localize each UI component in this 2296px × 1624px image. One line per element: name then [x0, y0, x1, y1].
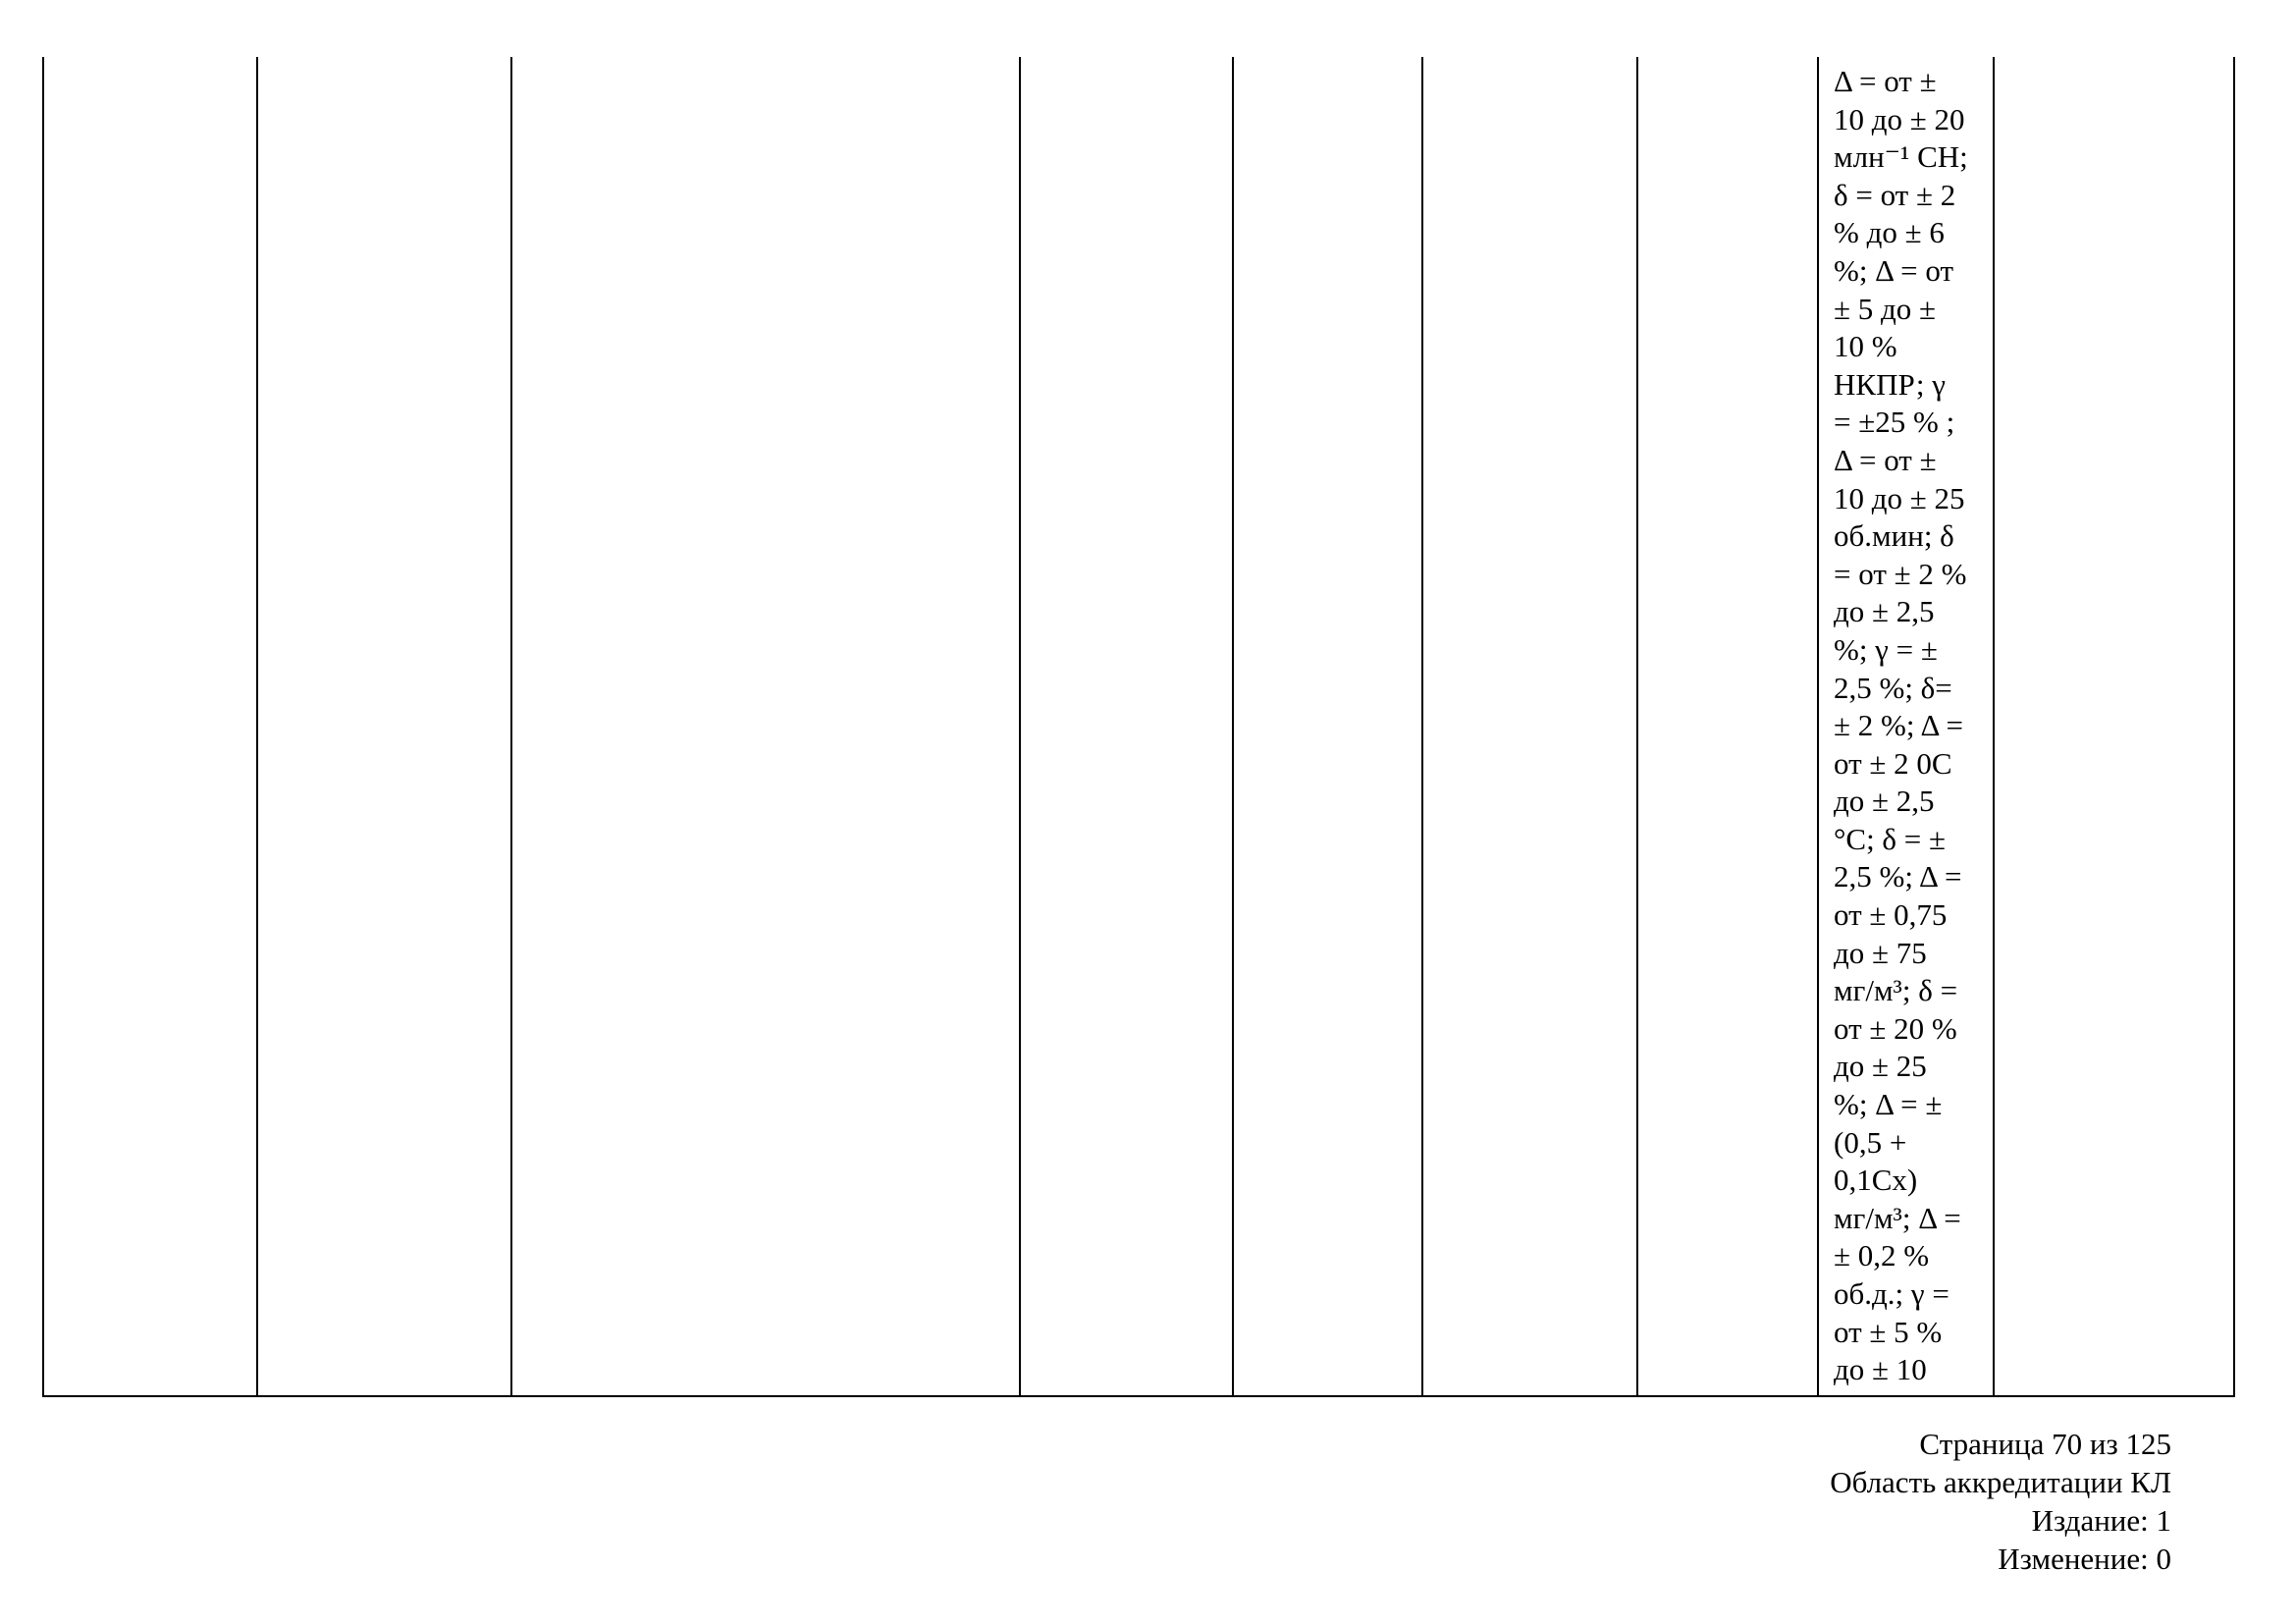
table-cell-accuracy — [1818, 57, 1994, 1396]
accuracy-text: Δ = от ± 10 до ± 20 млн⁻¹ СН; δ = от ± 2 % до ± 6 %; Δ = от ± 5 до ± 10 % НКПР; γ = ±25 % ; Δ = от ± 10 до ± 25 об.мин; δ = от ± 2 % до ± 2,5 %; γ = ± 2,5 %; δ= ± 2 %; Δ = от ± 2 0С до ± 2,5 °С; δ = ± 2,5 %; Δ = от ± 0,75 до ± 75 мг/м³; δ = от ± 20 % до ± 25 %; Δ = ± (0,5 + 0,1Сх) мг/м³; Δ = ± 0,2 % об.д.; γ = от ± 5 % до ± 10 — [1834, 64, 1968, 1387]
table-cell-col-9 — [1994, 57, 2234, 1396]
accreditation-table — [42, 57, 2235, 1397]
page-footer — [1830, 1425, 2171, 1578]
page-number: Страница 70 из 125 — [1919, 1427, 2171, 1461]
table-row — [43, 57, 2234, 1396]
table-cell-col-3 — [511, 57, 1020, 1396]
table-cell-col-5 — [1233, 57, 1422, 1396]
edition-label: Издание: 1 — [2031, 1503, 2171, 1538]
table-cell-col-4 — [1020, 57, 1233, 1396]
table-cell-col-2 — [257, 57, 511, 1396]
table-cell-col-6 — [1422, 57, 1637, 1396]
table-cell-col-1 — [43, 57, 257, 1396]
document-title: Область аккредитации КЛ — [1830, 1465, 2171, 1499]
change-label: Изменение: 0 — [1998, 1542, 2171, 1576]
table-cell-col-7 — [1637, 57, 1818, 1396]
